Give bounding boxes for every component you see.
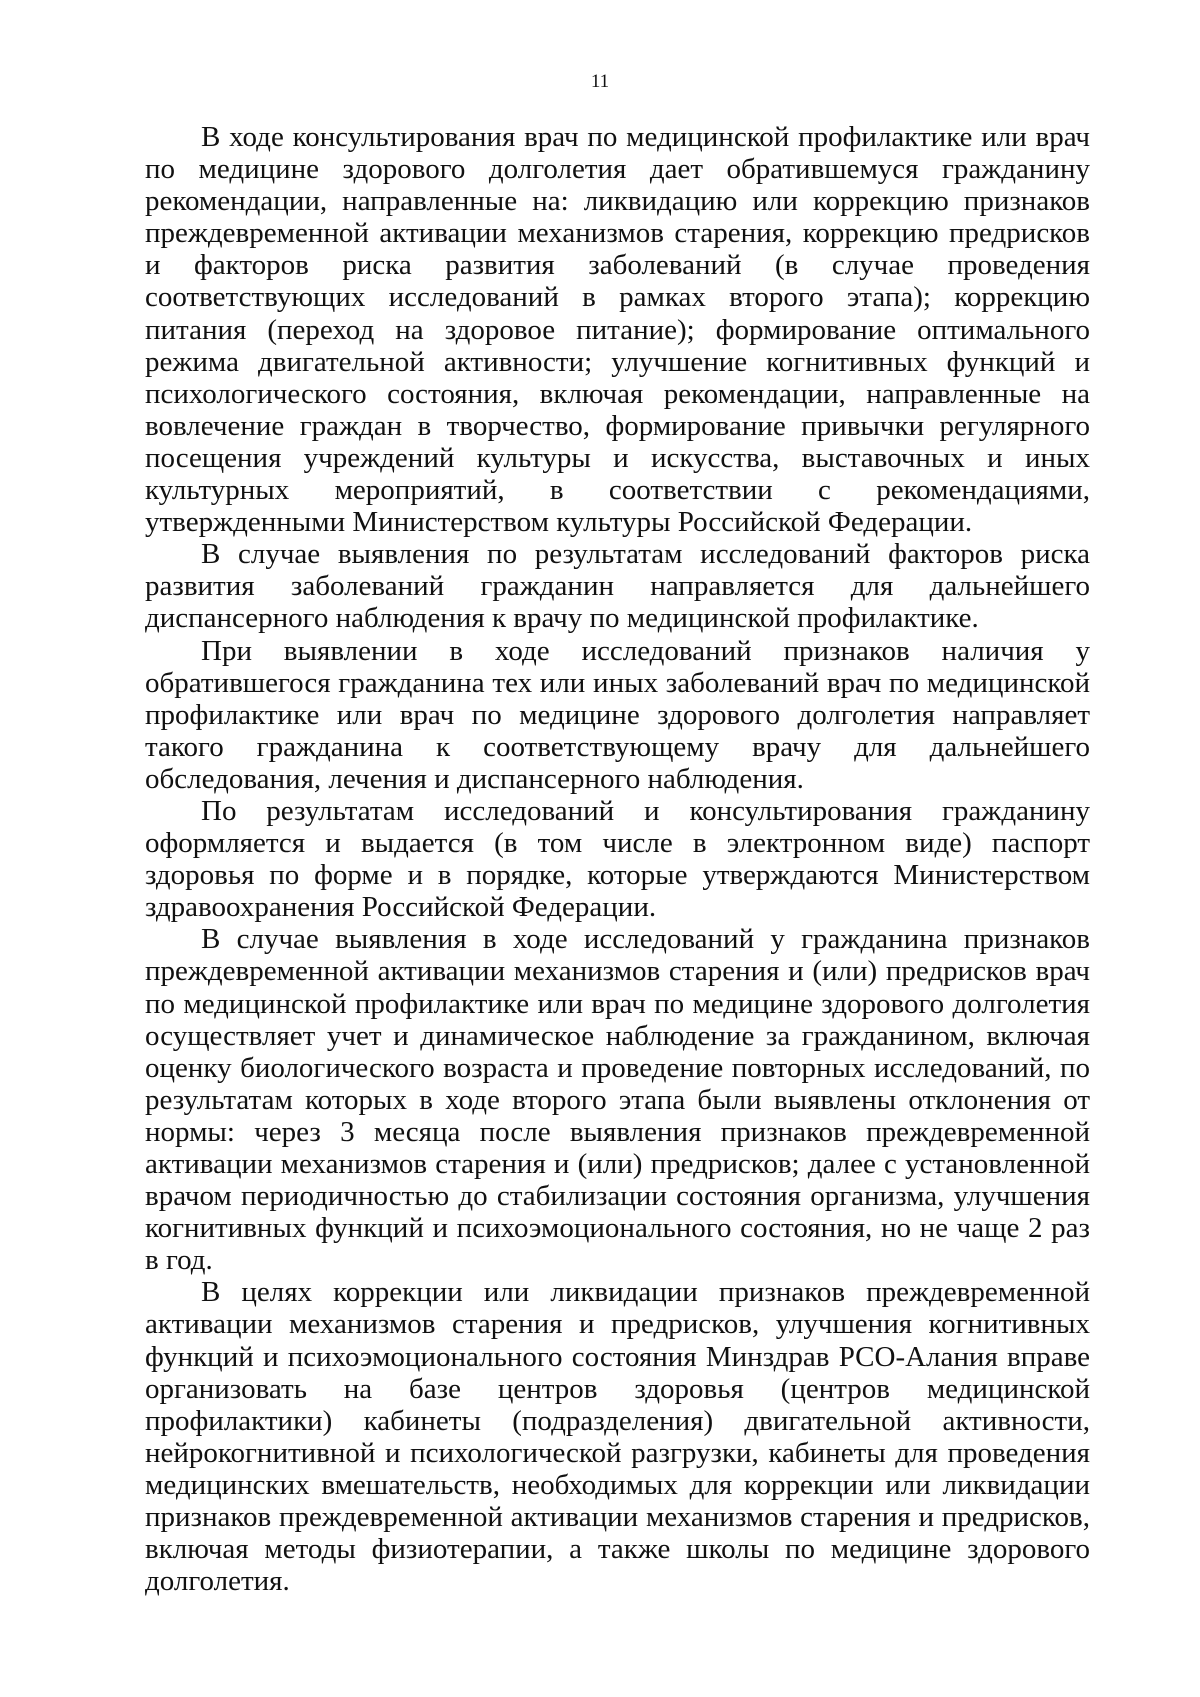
paragraph-health-passport: По результатам исследований и консультирования гражданину оформляется и выдается (в том числе в электронном виде) паспорт здоровья по форме и в порядке, которые утверждаются Министерством здравоохранения Российской Федерации. <box>145 794 1090 924</box>
paragraph-consultation-recommendations: В ходе консультирования врач по медицинской профилактике или врач по медицине здорового долголетия дает обратившемуся гражданину рекомендации, направленные на: ликвидацию или коррекцию признаков преждевременной активации механизмов старения, коррекцию предрисков и факторов риска развития заболеваний (в случае проведения соответствующих исследований в рамках второго этапа); коррекцию питания (переход на здоровое питание); формирование оптимального режима двигательной активности; улучшение когнитивных функций и психологического состояния, включая рекомендации, направленные на вовлечение граждан в творчество, формирование привычки регулярного посещения учреждений культуры и искусства, выставочных и иных культурных мероприятий, в соответствии с рекомендациями, утвержденными Министерством культуры Российской Федерации. <box>145 121 1090 539</box>
paragraph-disease-referral: При выявлении в ходе исследований признаков наличия у обратившегося гражданина тех или иных заболеваний врач по медицинской профилактике или врач по медицине здорового долголетия направляет такого гражданина к соответствующему врачу для дальнейшего обследования, лечения и диспансерного наблюдения. <box>145 634 1090 795</box>
document-body <box>145 121 1090 1597</box>
page-number: 11 <box>590 71 610 92</box>
paragraph-dynamic-observation: В случае выявления в ходе исследований у гражданина признаков преждевременной активации механизмов старения и (или) предрисков врач по медицинской профилактике или врач по медицине здорового долголетия осуществляет учет и динамическое наблюдение за гражданином, включая оценку биологического возраста и проведение повторных исследований, по результатам которых в ходе второго этапа были выявлены отклонения от нормы: через 3 месяца после выявления признаков преждевременной активации механизмов старения и (или) предрисков; далее с установленной врачом периодичностью до стабилизации состояния организма, улучшения когнитивных функций и психоэмоционального состояния, но не чаще 2 раз в год. <box>145 923 1090 1277</box>
paragraph-health-centers: В целях коррекции или ликвидации признаков преждевременной активации механизмов старения и предрисков, улучшения когнитивных функций и психоэмоционального состояния Минздрав РСО-Алания вправе организовать на базе центров здоровья (центров медицинской профилактики) кабинеты (подразделения) двигательной активности, нейрокогнитивной и психологической разгрузки, кабинеты для проведения медицинских вмешательств, необходимых для коррекции или ликвидации признаков преждевременной активации механизмов старения и предрисков, включая методы физиотерапии, а также школы по медицине здорового долголетия. <box>145 1276 1090 1598</box>
paragraph-risk-factors-referral: В случае выявления по результатам исследований факторов риска развития заболеваний гражданин направляется для дальнейшего диспансерного наблюдения к врачу по медицинской профилактике. <box>145 538 1090 635</box>
